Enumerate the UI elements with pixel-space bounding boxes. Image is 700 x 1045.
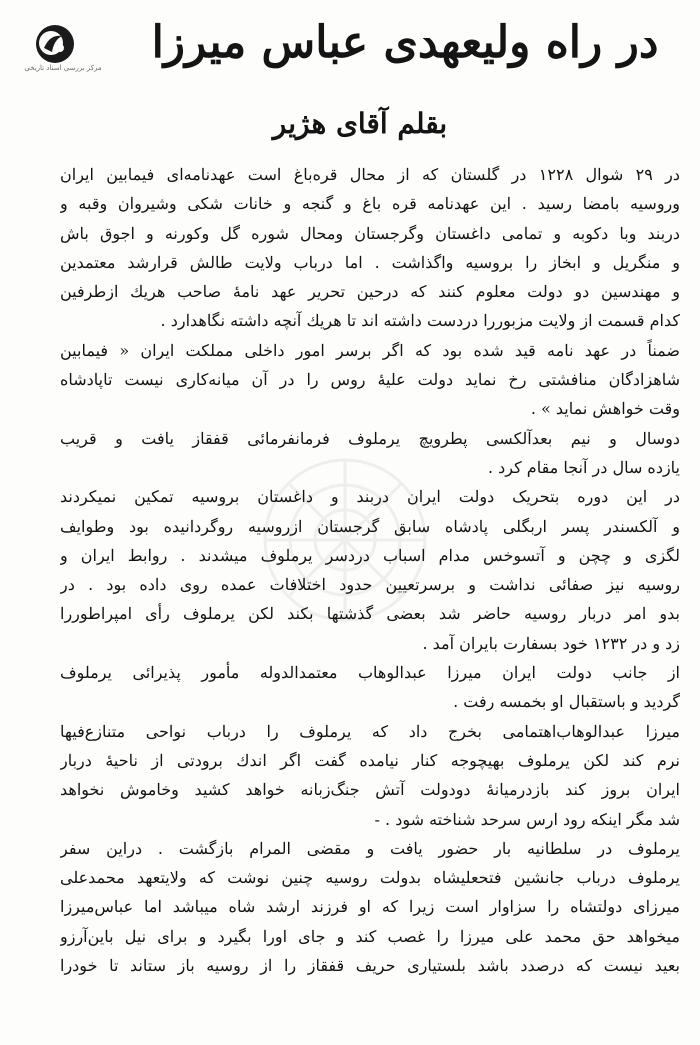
article-body [60,160,680,980]
text-line: ایران بروز کند بازدرمیانهٔ دودولت آتش جنگ‌زبانه خواهد کشید وخاموش نخواهد [60,780,680,800]
text-line: دربند وبا دکوبه و تمامی داغستان وگرجستان ومحال شوره گل وکورنه و اجوق باش [60,223,680,243]
text-line: بعید نیست که درصدد باشد بلستیاری حریف قفقاز را از روسیه باز ستاند تا خودرا [60,956,680,976]
text-line: دوسال و نیم بعدآلکسی پطرویچ یرملوف فرمانفرمائی قفقاز یافت و قریب [60,428,680,448]
text-line: بدو امر دربار روسیه حاضر شد بعضی گذشتها بکند لکن یرملوف رأی امپراطوررا [60,604,680,624]
text-line: گردید و باستقبال او بخمسه رفت . [453,692,680,712]
text-line: شاهزادگان منافشتی رخ نماید دولت علیهٔ روس را در آن میانه‌کاری نیست تاپادشاه [60,370,680,390]
text-line: کدام قسمت از ولایت مزبوررا دردست داشته اند تا هریك آنچه داشته نگاهدارد . [160,311,680,331]
text-line: شد مگر اینکه رود ارس سرحد شناخته شود . - [374,809,680,829]
text-line: نرم کند لکن یرملوف بهیچوجه کنار نیامده گفت اگر اندك برودتی از ناحیهٔ دربار [60,750,680,770]
text-line: در این دوره بتحریک دولت ایران دربند و داغستان بروسیه تمکین نمیکردند [60,487,680,507]
archive-logo-icon [30,22,80,66]
archive-caption: مرکز بررسی اسناد تاریخی [24,64,102,72]
text-line: روسیه نیز صفائی نداشت و برسرتعیین حدود اختلافات عمده روی داده بود . در [60,575,680,595]
text-line: یازده سال در آنجا مقام کرد . [487,457,680,477]
article-title: در راه ولیعهدی عباس میرزا [151,17,659,68]
text-line: زد و در ۱۲۳۲ خود بسفارت بایران آمد . [422,633,680,653]
text-line: در ۲۹ شوال ۱۲۲۸ در گلستان که از محال قره‌باغ است عهدنامه‌ای فیمابین ایران [60,165,680,184]
article-byline: بقلم آقای هژیر [272,107,448,140]
text-line: و مهندسین دو دولت معلوم کنند که درحین تحریر عهد نامهٔ صاحب هریك ازطرفین [60,282,680,302]
text-line: یرملوف در سلطانیه بار حضور یافت و مقضی المرام بازگشت . دراین سفر [60,838,680,858]
text-line: و آلکسندر پسر اربگلی پادشاه سابق گرجستان ازروسیه روگردانیده بود وطوایف [60,516,680,536]
text-line: وروسیه بامضا رسید . این عهدنامه قره باغ و گنجه و خانات شکی وشیروان وقبه و [60,194,680,214]
text-line: ضمناً در عهد نامه قید شده بود که اگر برسر امور داخلی مملکت ایران « فیمابین [60,340,680,360]
text-line: میخواهد حق محمد علی میرزا را غصب کند و جای اورا بگیرد و برای نیل باین‌آرزو [60,926,680,946]
text-line: یرملوف درباب جانشین فتحعلیشاه بدولت روسیه چنین نوشت که ولایتعهد محمدعلی [60,868,680,888]
text-line: میرزای دولتشاه را سزاوار است زیرا که او فرزند ارشد شاه میباشد اما عباس‌میرزا [60,897,680,917]
text-line: و منگریل و ابخاز را بروسیه واگذاشت . اما درباب ولایت طالش قرارشد معتمدین [60,252,680,272]
text-line: وقت خواهش نماید » . [530,399,680,419]
text-line: میرزا عبدالوهاب‌اهتمامی بخرج داد که یرملوف را درباب نواحی متنازع‌فیها [60,721,680,741]
text-line: لگزی و چچن و آتسوخس مدام اسباب دردسر یرملوف میشدند . روابط ایران و [60,545,680,565]
text-line: از جانب دولت ایران میرزا عبدالوهاب معتمدالدوله مأمور پذیرائی یرملوف [60,663,680,683]
